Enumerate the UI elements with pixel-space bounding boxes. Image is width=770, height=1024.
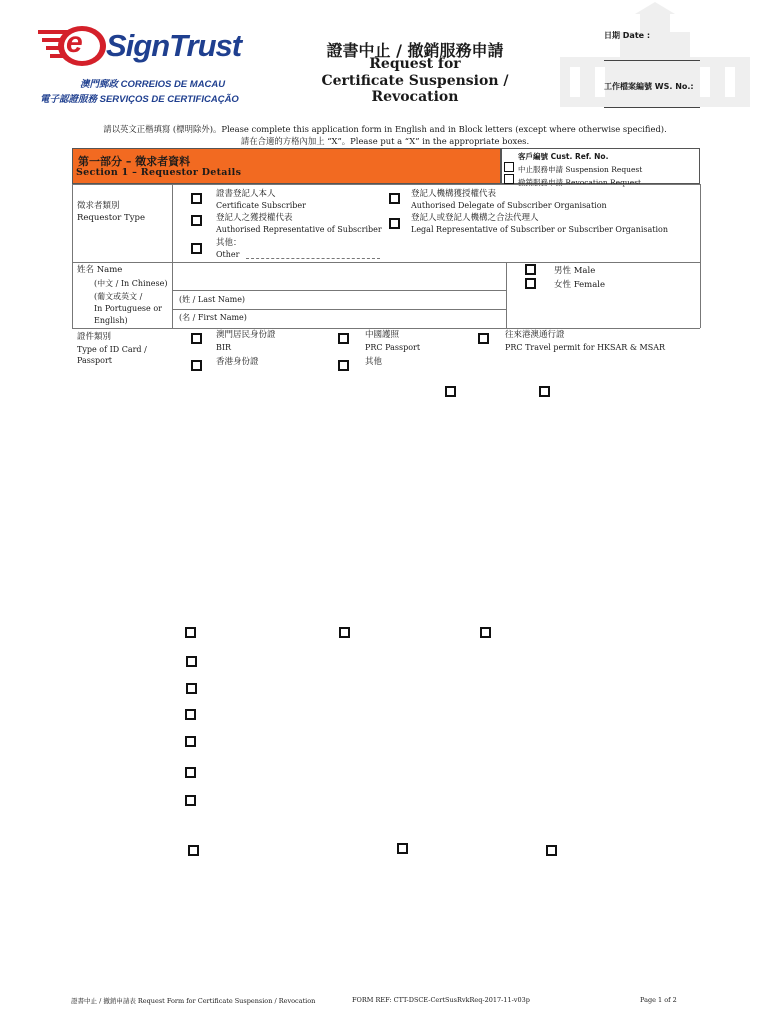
name-portuguese-label-2: In Portuguese or bbox=[94, 304, 162, 313]
suspension-request-checkbox[interactable] bbox=[504, 162, 514, 172]
requestor-representative-en: Authorised Representative of Subscriber bbox=[216, 225, 382, 234]
suspension-request-label: 中止服務申請 Suspension Request bbox=[518, 165, 643, 174]
date-label: 日期 Date : bbox=[604, 31, 651, 40]
requestor-subscriber-zh: 證書登記人本人 bbox=[216, 189, 276, 199]
checkbox[interactable] bbox=[185, 795, 196, 806]
id-other-checkbox[interactable] bbox=[338, 360, 349, 371]
requestor-subscriber-en: Certificate Subscriber bbox=[216, 201, 306, 210]
name-chinese-label: (中文 / In Chinese) bbox=[94, 279, 168, 288]
checkbox[interactable] bbox=[186, 656, 197, 667]
form-title-en-2: Certificate Suspension / Revocation bbox=[321, 73, 509, 105]
id-prc-travel-permit-checkbox[interactable] bbox=[478, 333, 489, 344]
requestor-representative-checkbox[interactable] bbox=[191, 215, 202, 226]
instruction-line-2: 請在合適的方格內加上 “X”。Please put a “X” in the appropriate boxes. bbox=[240, 136, 530, 146]
checkbox[interactable] bbox=[185, 767, 196, 778]
checkbox[interactable] bbox=[186, 683, 197, 694]
requestor-legal-en: Legal Representative of Subscriber or Subscriber Organisation bbox=[411, 225, 669, 234]
requestor-other-checkbox[interactable] bbox=[191, 243, 202, 254]
footer-form-ref: FORM REF: CTT-DSCE-CertSusRvkReq-2017-11-v03p bbox=[352, 996, 530, 1004]
id-bir-en: BIR bbox=[216, 343, 232, 352]
cust-ref-label: 客戶編號 Cust. Ref. No. bbox=[518, 152, 609, 161]
checkbox[interactable] bbox=[185, 736, 196, 747]
gender-female-label: 女性 Female bbox=[554, 280, 606, 290]
footer-form-name: 證書中止 / 撤銷申請表 Request Form for Certificate Suspension / Revocation bbox=[71, 997, 316, 1005]
section-1-title-zh: 第一部分 – 徵求者資料 bbox=[78, 155, 191, 168]
id-type-label-en-1: Type of ID Card / bbox=[77, 345, 147, 354]
checkbox[interactable] bbox=[339, 627, 350, 638]
instruction-line-1: 請以英文正楷填寫 (標明除外)。Please complete this application form in English and in Block letters (except where otherwise specified). bbox=[103, 124, 667, 134]
requestor-legal-checkbox[interactable] bbox=[389, 218, 400, 229]
name-portuguese-label-3: English) bbox=[94, 316, 128, 325]
name-chinese-field[interactable] bbox=[176, 265, 502, 289]
id-prc-travel-permit-zh: 往來港澳通行證 bbox=[505, 330, 565, 340]
checkbox[interactable] bbox=[188, 845, 199, 856]
id-hk-card-checkbox[interactable] bbox=[191, 360, 202, 371]
footer-page-number: Page 1 of 2 bbox=[640, 996, 677, 1004]
requestor-delegate-zh: 登記人機構獲授權代表 bbox=[411, 189, 497, 199]
first-name-label: (名 / First Name) bbox=[179, 313, 247, 322]
form-title-zh: 證書中止 / 撤銷服務申請 bbox=[326, 41, 504, 60]
logo-e-letter: e bbox=[66, 26, 83, 59]
id-other-zh: 其他 bbox=[365, 357, 383, 367]
section-1-title-en: Section 1 – Requestor Details bbox=[76, 167, 242, 178]
gender-male-label: 男性 Male bbox=[554, 266, 596, 276]
requestor-type-label-en: Requestor Type bbox=[77, 213, 145, 223]
requestor-delegate-en: Authorised Delegate of Subscriber Organisation bbox=[411, 201, 607, 210]
id-prc-passport-checkbox[interactable] bbox=[338, 333, 349, 344]
requestor-subscriber-checkbox[interactable] bbox=[191, 193, 202, 204]
ws-number-label: 工作檔案編號 WS. No.: bbox=[604, 82, 694, 91]
id-bir-zh: 澳門居民身份證 bbox=[216, 330, 276, 340]
ws-number-field[interactable] bbox=[604, 107, 700, 108]
logo-subtitle-2: 電子認證服務 SERVIÇOS DE CERTIFICAÇÃO bbox=[40, 94, 239, 105]
logo-subtitle-1: 澳門郵政 CORREIOS DE MACAU bbox=[80, 79, 226, 90]
requestor-other-en: Other bbox=[216, 250, 240, 259]
checkbox[interactable] bbox=[546, 845, 557, 856]
checkbox[interactable] bbox=[480, 627, 491, 638]
requestor-other-field[interactable] bbox=[246, 258, 380, 259]
requestor-other-zh: 其他： bbox=[216, 238, 242, 248]
checkbox[interactable] bbox=[185, 627, 196, 638]
checkbox[interactable] bbox=[539, 386, 550, 397]
requestor-legal-zh: 登記人或登記人機構之合法代理人 bbox=[411, 213, 539, 223]
last-name-label: (姓 / Last Name) bbox=[179, 295, 246, 304]
id-type-label-en-2: Passport bbox=[77, 356, 112, 365]
id-prc-travel-permit-en: PRC Travel permit for HKSAR & MSAR bbox=[505, 343, 665, 352]
requestor-type-label-zh: 徵求者類別 bbox=[77, 201, 120, 211]
revocation-request-checkbox[interactable] bbox=[504, 174, 514, 184]
name-label: 姓名 Name bbox=[77, 265, 123, 275]
checkbox[interactable] bbox=[445, 386, 456, 397]
name-portuguese-label-1: (葡文或英文 / bbox=[94, 292, 143, 301]
id-prc-passport-en: PRC Passport bbox=[365, 343, 421, 352]
gender-male-checkbox[interactable] bbox=[525, 264, 536, 275]
requestor-representative-zh: 登記人之獲授權代表 bbox=[216, 213, 293, 223]
id-bir-checkbox[interactable] bbox=[191, 333, 202, 344]
checkbox[interactable] bbox=[397, 843, 408, 854]
date-field[interactable] bbox=[604, 60, 700, 61]
requestor-delegate-checkbox[interactable] bbox=[389, 193, 400, 204]
gender-female-checkbox[interactable] bbox=[525, 278, 536, 289]
id-prc-passport-zh: 中國護照 bbox=[365, 330, 400, 340]
revocation-request-label: 撤銷服務申請 Revocation Request bbox=[518, 178, 642, 187]
id-type-label-zh: 證件類別 bbox=[77, 332, 112, 342]
id-hk-card-zh: 香港身份證 bbox=[216, 357, 259, 367]
checkbox[interactable] bbox=[185, 709, 196, 720]
form-title-en-1: Request for bbox=[369, 56, 461, 72]
logo-brand: SignTrust bbox=[106, 28, 242, 63]
